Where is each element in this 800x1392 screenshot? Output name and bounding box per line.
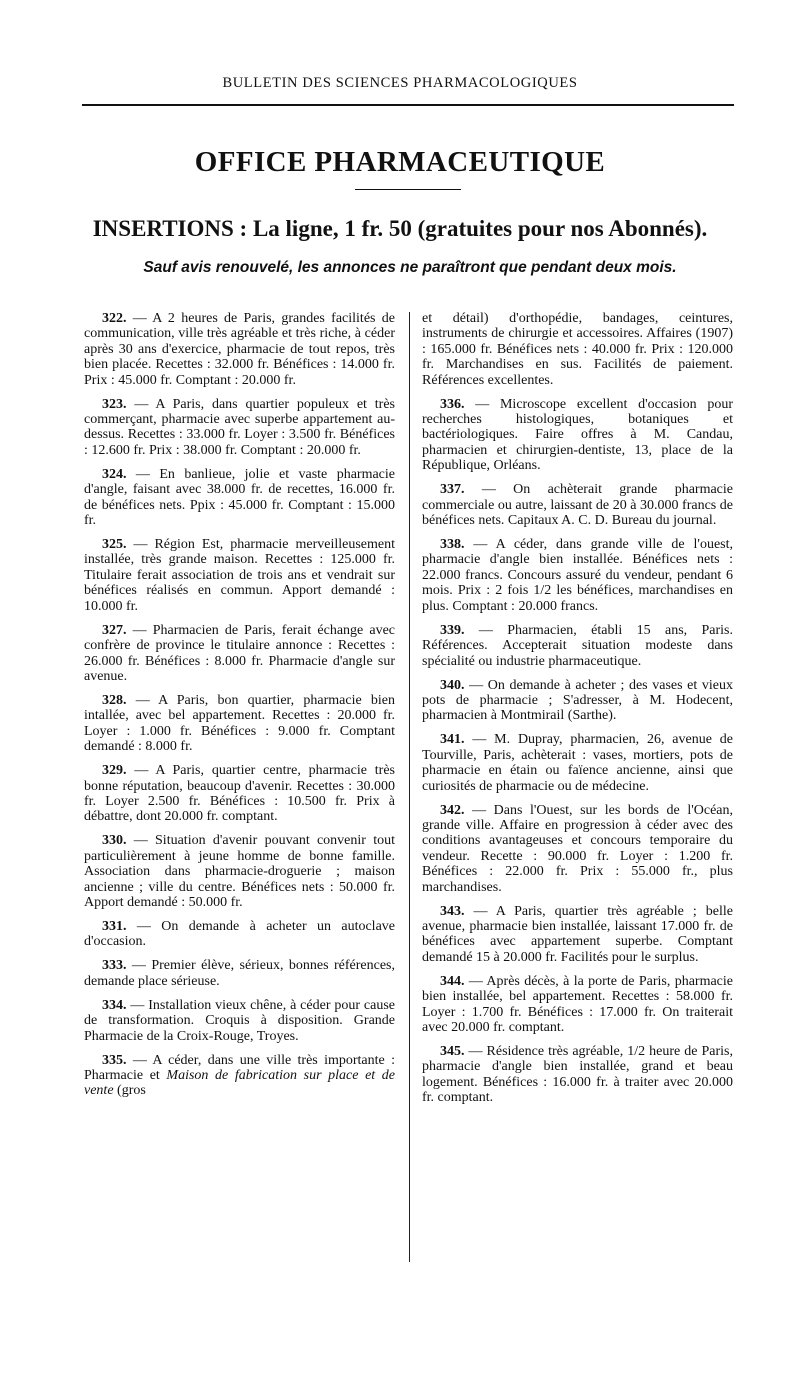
ad-text: — A Paris, quartier centre, pharmacie très bonne réputation, beaucoup d'avenir. Recettes : 30.000 fr. Loyer 2.500 fr. Bénéfices : 10.500 fr. Prix à débattre, dont 20.000 fr. comptant. bbox=[84, 763, 395, 825]
classified-ad bbox=[422, 803, 733, 895]
ad-text: — A céder, dans grande ville de l'ouest, pharmacie d'angle bien installée. Bénéfices nets : 22.000 francs. Concours assuré du vendeur, pendant 6 mois. Prix : 2 fois 1/2 les bénéfices, marchandises en plus. Comptant : 20.000 francs. bbox=[422, 537, 733, 614]
ad-text-tail: (gros bbox=[113, 1083, 146, 1099]
ad-text: — On demande à acheter un autoclave d'occasion. bbox=[84, 918, 395, 950]
ad-number: 329. bbox=[102, 763, 127, 779]
ad-text: — En banlieue, jolie et vaste pharmacie d'angle, faisant avec 38.000 fr. de recettes, 16.000 fr. de bénéfices nets. Ppix : 45.000 fr. Comptant : 15.000 fr. bbox=[84, 466, 395, 529]
ad-text: — Dans l'Ouest, sur les bords de l'Océan, grande ville. Affaire en progression à céder avec des conditions avantageuses et concours temporaire du vendeur. Recette : 90.000 fr. Loyer : 1.200 fr. Bénéfices : 22.000 fr. Prix : 55.000 fr., plus marchandises. bbox=[422, 802, 733, 895]
title-rule bbox=[355, 189, 461, 190]
ad-number: 322. bbox=[102, 311, 127, 326]
ad-number: 323. bbox=[102, 396, 127, 412]
ad-number: 340. bbox=[440, 677, 465, 693]
header-rule bbox=[82, 104, 734, 106]
classified-ad bbox=[84, 467, 395, 529]
ad-text-italic: Maison de fabrication sur place et de vente bbox=[84, 1068, 396, 1099]
insertions-rate-heading: INSERTIONS : La ligne, 1 fr. 50 (gratuites pour nos Abonnés). bbox=[92, 216, 708, 241]
classified-ad bbox=[422, 623, 733, 669]
classified-ad bbox=[422, 1044, 733, 1106]
classified-ad bbox=[422, 537, 733, 614]
ad-number: 344. bbox=[440, 973, 465, 989]
ad-text: — A 2 heures de Paris, grandes facilités de communication, ville très agréable et très riche, à céder après 30 ans d'exercice, pharmacie de tout repos, très bien placée. Recettes : 32.000 fr. Bénéfices : 14.000 fr. Prix : 45.000 fr. Comptant : 20.000 fr. bbox=[84, 311, 395, 388]
ad-number: 337. bbox=[440, 482, 465, 498]
ad-number: 335. bbox=[102, 1052, 127, 1068]
classified-ad bbox=[422, 904, 733, 966]
ad-text: — On achèterait grande pharmacie commerciale ou autre, laissant de 20 à 30.000 francs de bénéfices nets. Capitaux A. C. D. Bureau du journal. bbox=[422, 482, 733, 529]
ad-text: — A Paris, dans quartier populeux et très commerçant, pharmacie avec superbe appartement au-dessus. Recettes : 33.000 fr. Loyer : 3.500 fr. Bénéfices : 12.600 fr. Prix : 38.000 fr. Comptant : 20.000 fr. bbox=[84, 396, 395, 458]
ad-number: 325. bbox=[102, 537, 127, 553]
ad-text: — Installation vieux chêne, à céder pour cause de transformation. Croquis à disposition. Grande Pharmacie de la Croix-Rouge, Troyes. bbox=[84, 997, 395, 1044]
ad-number: 343. bbox=[440, 903, 465, 919]
ad-text: — Microscope excellent d'occasion pour recherches histologiques, botaniques et bactériologiques. Faire offres à M. Candau, pharmacien et chirurgien-dentiste, 13, place de la République, Orléans. bbox=[422, 396, 733, 474]
classified-ad bbox=[84, 537, 395, 614]
classified-ad bbox=[422, 397, 733, 474]
ad-number: 339. bbox=[440, 622, 465, 638]
ad-continuation: et détail) d'orthopédie, bandages, ceintures, instruments de chirurgie et accessoires. Affaires (1907) : 165.000 fr. Bénéfices nets : 40.000 fr. Prix : 120.000 fr. Marchandises en sus. Facilités de paiement. Références excellentes. bbox=[422, 311, 733, 388]
ad-number: 324. bbox=[102, 466, 127, 482]
ad-text: — Pharmacien, établi 15 ans, Paris. Références. Accepterait situation modeste dans spécialité ou industrie pharmaceutique. bbox=[422, 622, 733, 669]
ad-number: 328. bbox=[102, 692, 127, 708]
classified-ad bbox=[422, 678, 733, 724]
ad-number: 342. bbox=[440, 802, 465, 818]
ad-text: — Premier élève, sérieux, bonnes références, demande place sérieuse. bbox=[84, 958, 395, 989]
ad-number: 334. bbox=[102, 997, 127, 1013]
classified-ad bbox=[84, 623, 395, 685]
ad-text: — On demande à acheter ; des vases et vieux pots de pharmacie ; S'adresser, à M. Hodecent, pharmacien à Montmirail (Sarthe). bbox=[422, 677, 733, 724]
ad-number: 330. bbox=[102, 833, 127, 849]
classified-ad bbox=[84, 833, 395, 910]
ad-text: — A céder, dans une ville très importante : Pharmacie et bbox=[84, 1052, 395, 1083]
classified-ad bbox=[422, 974, 733, 1036]
left-column bbox=[84, 311, 395, 1107]
classified-ad bbox=[422, 732, 733, 794]
ad-number: 327. bbox=[102, 622, 127, 638]
ad-text: — Région Est, pharmacie merveilleusement installée, très grande maison. Recettes : 125.000 fr. Titulaire ferait association de trois ans et vendrait sur bénéfices réalisés en commun. Apport demandé : 10.000 fr. bbox=[84, 537, 395, 614]
classified-ad bbox=[84, 998, 395, 1044]
classified-ad bbox=[84, 693, 395, 755]
classified-ad bbox=[84, 958, 395, 989]
page-title: OFFICE PHARMACEUTIQUE bbox=[194, 146, 606, 178]
ad-text: — Après décès, à la porte de Paris, pharmacie bien installée, bel appartement. Recettes : 58.000 fr. Loyer : 1.700 fr. Bénéfices : 17.000 fr. On traiterait avec 20.000 fr. comptant. bbox=[422, 973, 733, 1035]
ad-text: — A Paris, bon quartier, pharmacie bien intallée, avec bel appartement. Recettes : 20.000 fr. Loyer : 1.000 fr. Bénéfices : 9.000 fr. Comptant demandé : 8.000 fr. bbox=[84, 692, 395, 755]
renewal-notice: Sauf avis renouvelé, les annonces ne paraîtront que pendant deux mois. bbox=[143, 259, 677, 276]
classified-ad bbox=[84, 763, 395, 825]
ad-number: 341. bbox=[440, 732, 465, 748]
classified-ad bbox=[84, 1053, 395, 1099]
classified-ad bbox=[84, 919, 395, 950]
column-divider bbox=[409, 312, 410, 1262]
right-column bbox=[422, 311, 733, 1114]
classified-ad bbox=[84, 397, 395, 459]
ad-text: — Résidence très agréable, 1/2 heure de Paris, pharmacie d'angle bien installée, grand et beau logement. Bénéfices : 16.000 fr. à traiter avec 20.000 fr. comptant. bbox=[422, 1044, 733, 1106]
ad-number: 336. bbox=[440, 396, 465, 412]
ad-number: 338. bbox=[440, 537, 465, 553]
ad-number: 345. bbox=[440, 1044, 465, 1059]
classified-ad bbox=[84, 311, 395, 388]
ad-text: — Pharmacien de Paris, ferait échange avec confrère de province le titulaire annonce : Recettes : 26.000 fr. Bénéfices : 8.000 fr. Pharmacie d'angle sur avenue. bbox=[84, 622, 395, 684]
ad-text: — A Paris, quartier très agréable ; belle avenue, pharmacie bien installée, laissant 17.000 fr. de bénéfices avec appartement superbe. Comptant demandé 15 à 20.000 fr. Facilités pour le surplus. bbox=[422, 903, 733, 965]
ad-number: 331. bbox=[102, 918, 127, 934]
running-head: BULLETIN DES SCIENCES PHARMACOLOGIQUES bbox=[222, 75, 578, 91]
ad-text: — Situation d'avenir pouvant convenir tout particulièrement à jeune homme de bonne famille. Association dans pharmacie-droguerie ; maison ancienne ; ville du centre. Bénéfices nets : 50.000 fr. Apport demandé : 50.000 fr. bbox=[84, 833, 395, 910]
ad-number: 333. bbox=[102, 958, 127, 974]
ad-text: — M. Dupray, pharmacien, 26, avenue de Tourville, Paris, achèterait : vases, mortiers, pots de pharmacie en étain ou faïence ancienne, ainsi que curiosités de pharmacie ou de médecine. bbox=[422, 732, 733, 794]
classified-ad bbox=[422, 482, 733, 528]
